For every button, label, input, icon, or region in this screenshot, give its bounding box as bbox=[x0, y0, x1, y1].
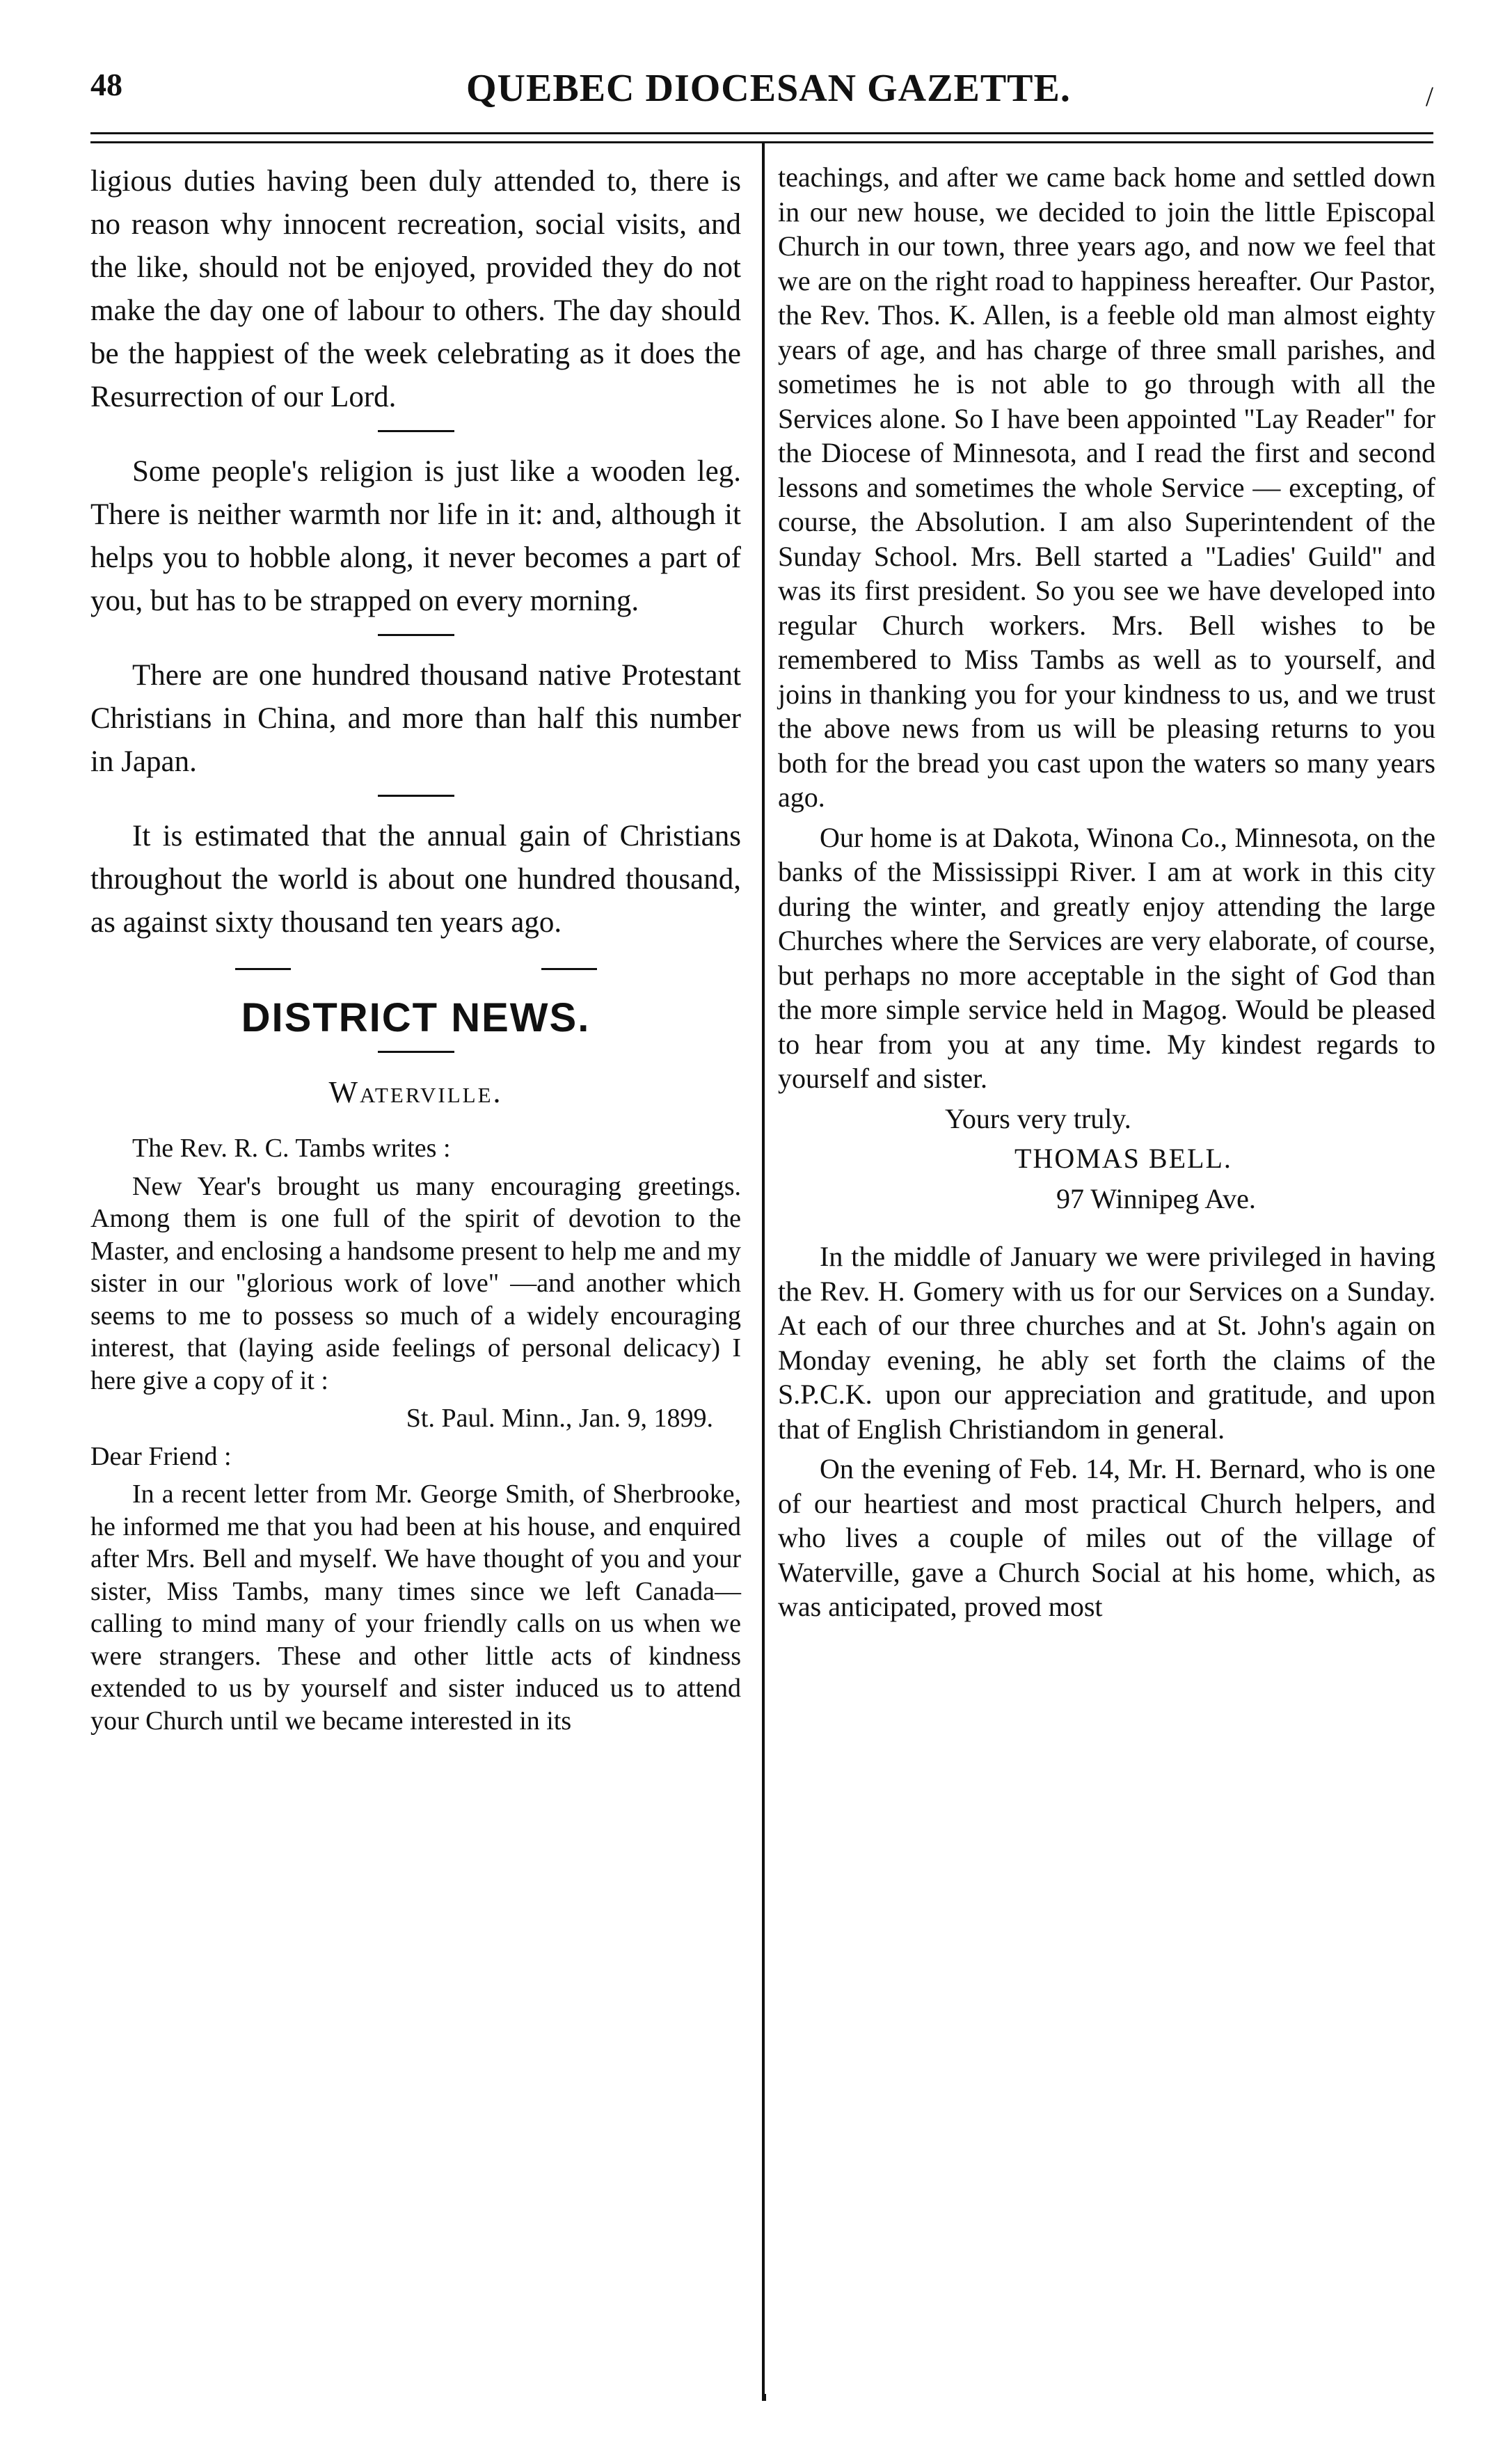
letter-date-line: St. Paul. Minn., Jan. 9, 1899. bbox=[406, 1404, 713, 1433]
letter-address: 97 Winnipeg Ave. bbox=[1056, 1182, 1256, 1214]
section-dashes bbox=[235, 968, 597, 970]
heading-rule bbox=[378, 1051, 454, 1053]
page-number: 48 bbox=[90, 67, 122, 102]
subheading-waterville: Waterville. bbox=[328, 1075, 503, 1109]
paragraph-annual-gain: It is estimated that the annual gain of Christians throughout the world is about one hundred thousand, as against sixty thousand ten years ago. bbox=[90, 820, 741, 939]
section-heading: DISTRICT NEWS. bbox=[241, 995, 591, 1040]
column-divider bbox=[762, 143, 765, 2397]
separator-rule bbox=[378, 634, 454, 636]
masthead-title: QUEBEC DIOCESAN GAZETTE. bbox=[466, 67, 1071, 110]
letter-salutation: Dear Friend : bbox=[90, 1441, 232, 1471]
spacer bbox=[778, 1221, 1435, 1239]
letter-signoff: Yours very truly. bbox=[945, 1102, 1131, 1134]
right-column bbox=[778, 160, 1435, 1630]
paragraph-china-japan: There are one hundred thousand native Protestant Christians in China, and more than half this number in Japan. bbox=[90, 659, 741, 778]
separator-rule bbox=[378, 795, 454, 797]
letter-continuation: teachings, and after we came back home and settled down in our new house, we decided to join the little Episcopal Church in our town, three years ago, and now we feel that we are on the right road to happiness hereafter. Our Pastor, the Rev. Thos. K. Allen, is a feeble old man almost eighty years of age, and has charge of three small parishes, and sometimes he is not able to go through with all the Services alone. So I have been appointed "Lay Reader" for the Diocese of Minnesota, and I read the first and second lessons and sometimes the whole Service — excepting, of course, the Absolution. I am also Superintendent of the Sunday School. Mrs. Bell started a "Ladies' Guild" and was its first president. So you see we have developed into regular Church workers. Mrs. Bell wishes to be remembered to Miss Tambs as well as to yourself, and joins in thanking you for your kindness to us, and we trust the above news from us will be pleasing returns to you both for the bread you cast upon the waters so many years ago. bbox=[778, 161, 1435, 813]
paragraph-gomery-visit: In the middle of January we were privileged in having the Rev. H. Gomery with us for our Services on a Sunday. At each of our three churches and at St. John's again on Monday evening, he ably set forth the claims of the S.P.C.K. upon our appreciation and gratitude, and upon that of English Christiandom in general. bbox=[778, 1241, 1435, 1445]
paragraph-wooden-leg: Some people's religion is just like a wooden leg. There is neither warmth nor life in it: and, although it helps you to hobble along, it never becomes a part of you, but has to be strapped on every morning. bbox=[90, 455, 741, 617]
header-double-rule bbox=[90, 132, 1433, 143]
letter-paragraph: In a recent letter from Mr. George Smith, of Sherbrooke, he informed me that you had been at his house, and enquired after Mrs. Bell and myself. We have thought of you and your sister, Miss Tambs, many times since we left Canada—calling to mind many of your friendly calls on us when we were strangers. These and other little acts of kindness extended to us by yourself and sister induced us to attend your Church until we became interested in its bbox=[90, 1479, 741, 1736]
left-column bbox=[90, 160, 741, 1743]
header-mark: / bbox=[1425, 81, 1433, 112]
paragraph-recreation: ligious duties having been duly attended to, there is no reason why innocent recreation, social visits, and the like, should not be enjoyed, provided they do not make the day one of labour to others. The day should be the happiest of the week celebrating as it does the Resurrection of our Lord. bbox=[90, 165, 741, 413]
letter-home-paragraph: Our home is at Dakota, Winona Co., Minnesota, on the banks of the Mississippi River. I am at work in this city during the winter, and greatly enjoy attending the large Churches where the Services are very elaborate, of course, but perhaps no more acceptable in the sight of God than the more simple service held in Magog. Would be pleased to hear from you at any time. My kindest regards to yourself and sister. bbox=[778, 821, 1435, 1094]
letter-body: New Year's brought us many encouraging greetings. Among them is one full of the spirit of devotion to the Master, and enclosing a handsome present to help me and my sister in our "glorious work of love" —and another which seems to me to possess so much of a widely encouraging interest, that (laying aside feelings of personal delicacy) I here give a copy of it : bbox=[90, 1171, 741, 1395]
bottom-mark bbox=[762, 2394, 766, 2401]
letter-intro: The Rev. R. C. Tambs writes : bbox=[132, 1134, 451, 1163]
district-news-body bbox=[90, 1132, 741, 1737]
paragraph-church-social: On the evening of Feb. 14, Mr. H. Bernard, who is one of our heartiest and most practical Church helpers, and who lives a couple of miles out of the village of Waterville, gave a Church Social at his home, which, as was anticipated, proved most bbox=[778, 1453, 1435, 1622]
page-header bbox=[90, 66, 1433, 122]
separator-rule bbox=[378, 430, 454, 432]
letter-signature: THOMAS BELL. bbox=[1014, 1143, 1232, 1174]
